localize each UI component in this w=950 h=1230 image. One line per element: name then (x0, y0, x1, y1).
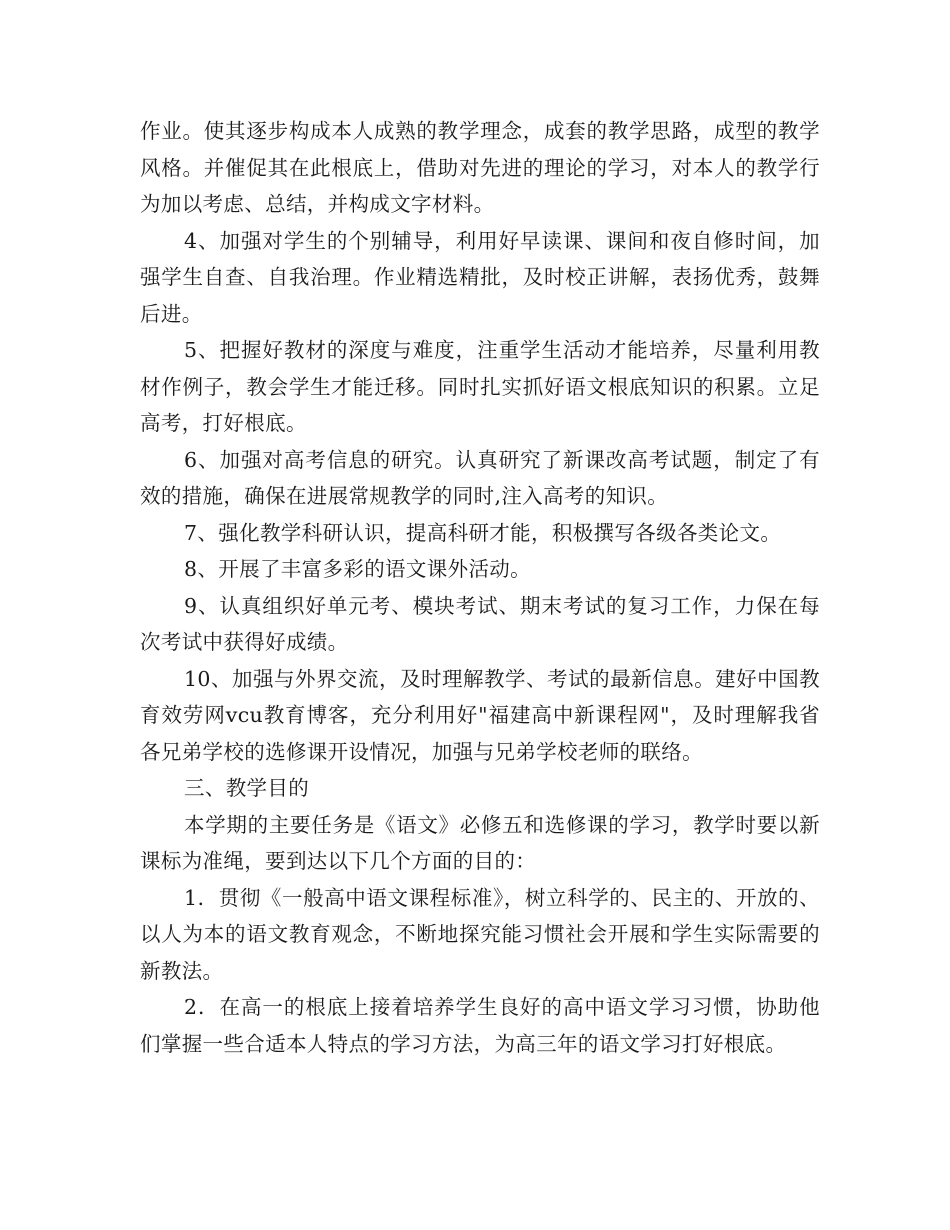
paragraph-item-4: 4、加强对学生的个别辅导，利用好早读课、课间和夜自修时间，加强学生自查、自我治理。作业精选精批，及时校正讲解，表扬优秀，鼓舞后进。 (140, 228, 820, 326)
paragraph-intro: 本学期的主要任务是《语文》必修五和选修课的学习，教学时要以新课标为准绳，要到达以下几个方面的目的： (140, 812, 820, 873)
paragraph-item-5: 5、把握好教材的深度与难度，注重学生活动才能培养，尽量利用教材作例子，教会学生才能迁移。同时扎实抓好语文根底知识的积累。立足高考，打好根底。 (140, 338, 820, 435)
paragraph-item-6: 6、加强对高考信息的研究。认真研究了新课改高考试题，制定了有效的措施，确保在进展常规教学的同时,注入高考的知识。 (140, 447, 820, 508)
paragraph-goal-2: 2．在高一的根底上接着培养学生良好的高中语文学习习惯，协助他们掌握一些合适本人特点的学习方法，为高三年的语文学习打好根底。 (140, 995, 820, 1056)
document-body (140, 113, 820, 1062)
paragraph-item-9: 9、认真组织好单元考、模块考试、期末考试的复习工作，力保在每次考试中获得好成绩。 (140, 593, 820, 654)
paragraph-continuation: 作业。使其逐步构成本人成熟的教学理念，成套的教学思路，成型的教学风格。并催促其在此根底上，借助对先进的理论的学习，对本人的教学行为加以考虑、总结，并构成文字材料。 (140, 119, 820, 216)
paragraph-item-8: 8、开展了丰富多彩的语文课外活动。 (184, 557, 531, 581)
paragraph-item-7: 7、强化教学科研认识，提高科研才能，积极撰写各级各类论文。 (184, 520, 782, 545)
section-heading: 三、教学目的 (184, 776, 310, 800)
paragraph-item-10: 10、加强与外界交流，及时理解教学、考试的最新信息。建好中国教育效劳网vcu教育博客，充分利用好"福建高中新课程网"，及时理解我省各兄弟学校的选修课开设情况，加强与兄弟学校老师的联络。 (140, 666, 820, 764)
paragraph-goal-1: 1．贯彻《一般高中语文课程标准》，树立科学的、民主的、开放的、以人为本的语文教育观念，不断地探究能习惯社会开展和学生实际需要的新教法。 (140, 885, 820, 983)
